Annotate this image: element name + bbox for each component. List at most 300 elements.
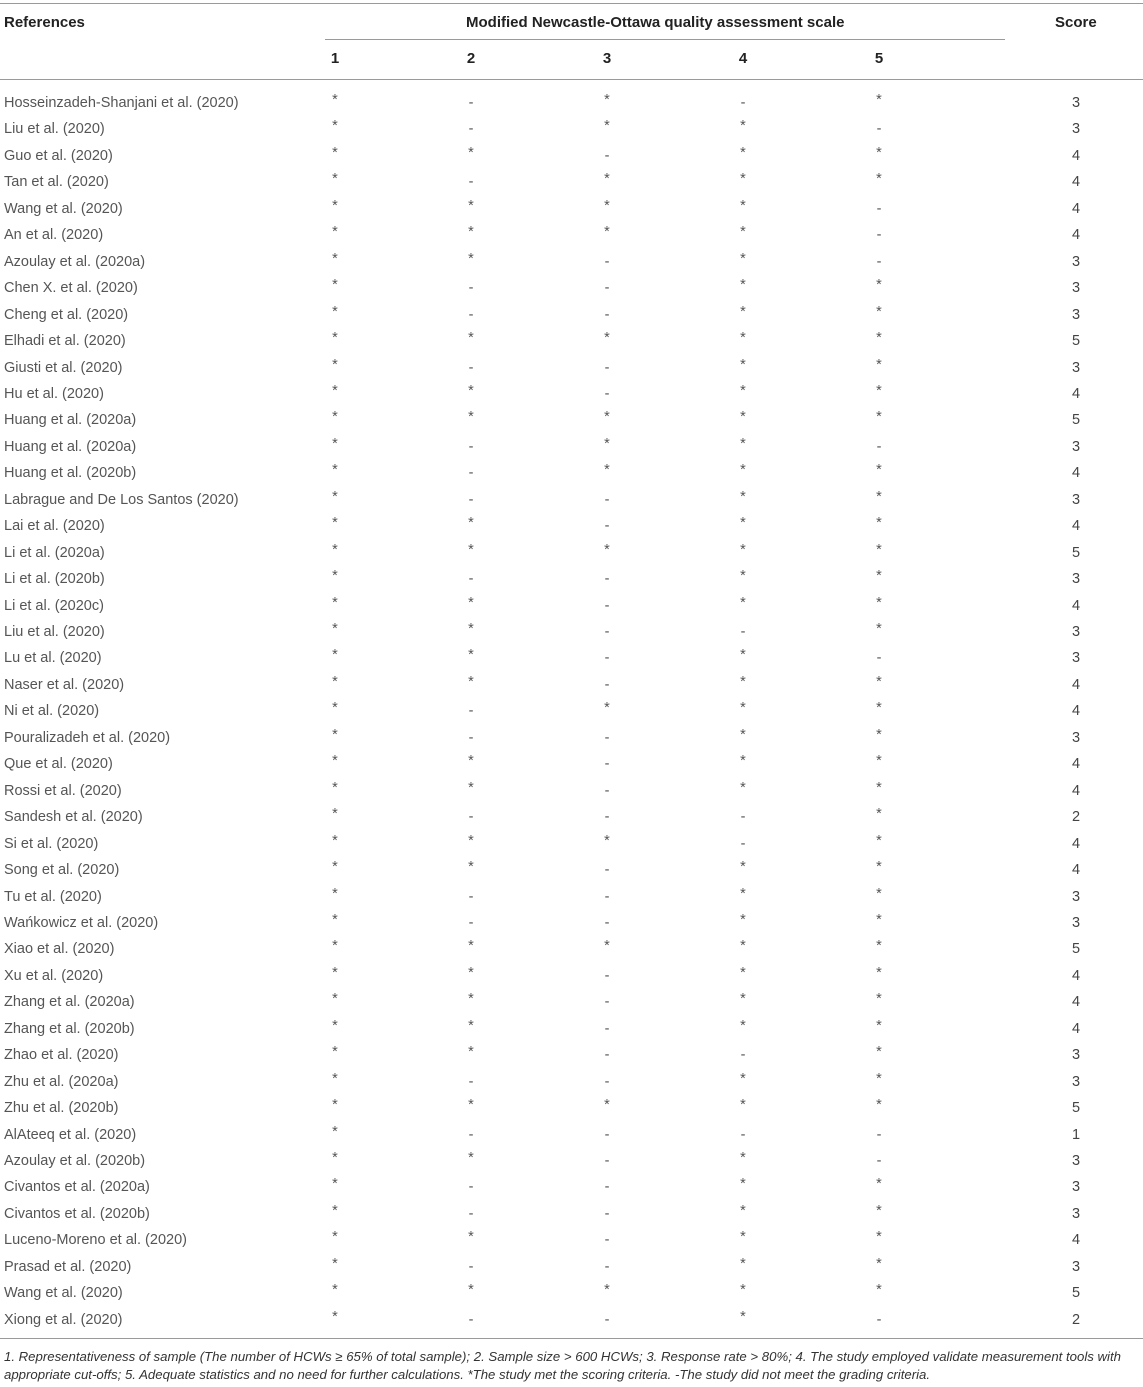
criterion-3-mark: - bbox=[604, 385, 610, 402]
table-row bbox=[0, 1254, 1143, 1280]
criterion-4-mark: - bbox=[740, 835, 746, 852]
criterion-5-mark: - bbox=[876, 1153, 882, 1169]
criterion-3-mark: * bbox=[604, 92, 610, 108]
criterion-3-mark: * bbox=[604, 938, 610, 955]
reference-cell: An et al. (2020) bbox=[4, 227, 104, 244]
reference-cell: Que et al. (2020) bbox=[4, 756, 113, 773]
criterion-4-mark: * bbox=[740, 330, 746, 347]
criterion-4-mark: * bbox=[740, 1017, 746, 1034]
criterion-3-mark: - bbox=[604, 862, 610, 879]
reference-cell: Song et al. (2020) bbox=[4, 862, 120, 879]
criterion-4-mark: * bbox=[740, 488, 746, 505]
reference-cell: Si et al. (2020) bbox=[4, 835, 99, 852]
criterion-4-mark: - bbox=[740, 1126, 746, 1143]
criterion-1-mark: * bbox=[332, 673, 338, 690]
criterion-4-mark: * bbox=[740, 938, 746, 955]
score-cell: 3 bbox=[1071, 253, 1081, 270]
criterion-4-mark: * bbox=[740, 779, 746, 796]
table-row bbox=[0, 381, 1143, 407]
criterion-4-mark: * bbox=[740, 224, 746, 241]
score-cell: 4 bbox=[1071, 756, 1081, 773]
criterion-5-mark: - bbox=[876, 438, 882, 455]
criterion-3-mark: - bbox=[604, 280, 610, 297]
criterion-1-mark: * bbox=[332, 568, 338, 585]
table-row bbox=[0, 963, 1143, 989]
criterion-2-mark: - bbox=[468, 438, 474, 455]
reference-cell: Liu et al. (2020) bbox=[4, 121, 105, 138]
criterion-1-mark: * bbox=[332, 806, 338, 823]
reference-cell: Xiao et al. (2020) bbox=[4, 941, 115, 958]
table-row bbox=[0, 645, 1143, 671]
criterion-3-mark: - bbox=[604, 1179, 610, 1196]
criterion-1-mark: * bbox=[332, 462, 338, 479]
criterion-3-mark: - bbox=[604, 306, 610, 323]
criterion-5-mark: * bbox=[876, 382, 882, 399]
table-row bbox=[0, 1227, 1143, 1253]
criterion-2-mark: * bbox=[468, 197, 474, 214]
reference-cell: Hosseinzadeh-Shanjani et al. (2020) bbox=[4, 95, 239, 111]
criterion-2-mark: * bbox=[468, 964, 474, 981]
bottom-rule bbox=[0, 1338, 1143, 1339]
criterion-5-mark: * bbox=[876, 568, 882, 585]
criterion-3-mark: * bbox=[604, 197, 610, 214]
criterion-5-mark: - bbox=[876, 253, 882, 270]
criterion-3-mark: - bbox=[604, 1126, 610, 1143]
criterion-4-mark: * bbox=[740, 303, 746, 320]
header-criterion-1: 1 bbox=[330, 50, 340, 67]
table-row bbox=[0, 196, 1143, 222]
criterion-4-mark: * bbox=[740, 541, 746, 558]
criterion-4-mark: * bbox=[740, 1150, 746, 1166]
table-row bbox=[0, 169, 1143, 195]
reference-cell: Hu et al. (2020) bbox=[4, 385, 104, 402]
table-row bbox=[0, 1174, 1143, 1200]
criterion-5-mark: * bbox=[876, 806, 882, 823]
criterion-1-mark: * bbox=[332, 1070, 338, 1087]
criterion-5-mark: * bbox=[876, 991, 882, 1008]
score-cell: 3 bbox=[1071, 729, 1081, 746]
score-cell: 5 bbox=[1071, 1285, 1081, 1302]
criterion-5-mark: * bbox=[876, 726, 882, 743]
table-row bbox=[0, 1148, 1143, 1174]
criterion-3-mark: * bbox=[604, 171, 610, 188]
criterion-2-mark: * bbox=[468, 541, 474, 558]
score-cell: 4 bbox=[1071, 862, 1081, 879]
criterion-1-mark: * bbox=[332, 621, 338, 637]
criterion-3-mark: - bbox=[604, 624, 610, 640]
criterion-2-mark: - bbox=[468, 280, 474, 297]
criterion-3-mark: * bbox=[604, 330, 610, 347]
reference-cell: Chen X. et al. (2020) bbox=[4, 280, 138, 297]
criterion-2-mark: - bbox=[468, 306, 474, 323]
criterion-3-mark: - bbox=[604, 359, 610, 376]
table-row bbox=[0, 407, 1143, 433]
criterion-3-mark: - bbox=[604, 1258, 610, 1275]
criterion-1-mark: * bbox=[332, 726, 338, 743]
criterion-2-mark: * bbox=[468, 515, 474, 532]
criterion-3-mark: * bbox=[604, 409, 610, 426]
score-cell: 4 bbox=[1071, 782, 1081, 799]
score-cell: 3 bbox=[1071, 306, 1081, 323]
criterion-2-mark: - bbox=[468, 121, 474, 138]
table-row bbox=[0, 910, 1143, 936]
criterion-2-mark: - bbox=[468, 1205, 474, 1222]
criterion-2-mark: * bbox=[468, 1017, 474, 1034]
criterion-3-mark: - bbox=[604, 967, 610, 984]
criterion-5-mark: - bbox=[876, 227, 882, 244]
criterion-1-mark: * bbox=[332, 382, 338, 399]
criterion-4-mark: * bbox=[740, 1282, 746, 1299]
criterion-3-mark: - bbox=[604, 809, 610, 826]
criterion-5-mark: * bbox=[876, 1097, 882, 1114]
table-row bbox=[0, 619, 1143, 645]
score-cell: 4 bbox=[1071, 994, 1081, 1011]
criterion-1-mark: * bbox=[332, 1044, 338, 1061]
criterion-4-mark: * bbox=[740, 277, 746, 294]
criterion-4-mark: - bbox=[740, 809, 746, 826]
table-row bbox=[0, 593, 1143, 619]
score-cell: 5 bbox=[1071, 412, 1081, 429]
criterion-5-mark: - bbox=[876, 1126, 882, 1143]
criterion-4-mark: * bbox=[740, 1308, 746, 1325]
reference-cell: Pouralizadeh et al. (2020) bbox=[4, 729, 171, 746]
criterion-4-mark: * bbox=[740, 144, 746, 161]
criterion-5-mark: * bbox=[876, 1017, 882, 1034]
reference-cell: Cheng et al. (2020) bbox=[4, 306, 129, 323]
criterion-4-mark: * bbox=[740, 700, 746, 717]
criterion-4-mark: * bbox=[740, 753, 746, 770]
criterion-5-mark: - bbox=[876, 121, 882, 138]
criterion-2-mark: * bbox=[468, 779, 474, 796]
criterion-5-mark: * bbox=[876, 541, 882, 558]
header-criterion-3: 3 bbox=[602, 50, 612, 67]
score-cell: 4 bbox=[1071, 518, 1081, 535]
criterion-2-mark: - bbox=[468, 809, 474, 826]
table-row bbox=[0, 513, 1143, 539]
reference-cell: Huang et al. (2020b) bbox=[4, 465, 137, 482]
criterion-1-mark: * bbox=[332, 1282, 338, 1299]
score-cell: 2 bbox=[1071, 1311, 1081, 1328]
criterion-2-mark: * bbox=[468, 224, 474, 241]
reference-cell: Rossi et al. (2020) bbox=[4, 782, 122, 799]
table-row bbox=[0, 725, 1143, 751]
score-cell: 5 bbox=[1071, 1100, 1081, 1117]
criterion-5-mark: * bbox=[876, 303, 882, 320]
criterion-1-mark: * bbox=[332, 277, 338, 294]
table-row bbox=[0, 751, 1143, 777]
criterion-5-mark: * bbox=[876, 1176, 882, 1193]
criterion-5-mark: * bbox=[876, 964, 882, 981]
criterion-5-mark: * bbox=[876, 594, 882, 611]
score-cell: 3 bbox=[1071, 1205, 1081, 1222]
reference-cell: Azoulay et al. (2020b) bbox=[4, 1153, 146, 1169]
top-rule bbox=[0, 3, 1143, 4]
table-row bbox=[0, 831, 1143, 857]
criterion-3-mark: - bbox=[604, 1311, 610, 1328]
score-cell: 3 bbox=[1071, 438, 1081, 455]
table-row bbox=[0, 460, 1143, 486]
reference-cell: Zhang et al. (2020a) bbox=[4, 994, 135, 1011]
table-row bbox=[0, 1069, 1143, 1095]
criterion-4-mark: * bbox=[740, 1255, 746, 1272]
criterion-1-mark: * bbox=[332, 197, 338, 214]
criterion-2-mark: * bbox=[468, 1282, 474, 1299]
criterion-2-mark: * bbox=[468, 832, 474, 849]
criterion-4-mark: * bbox=[740, 118, 746, 135]
reference-cell: Li et al. (2020c) bbox=[4, 597, 104, 614]
reference-cell: Lu et al. (2020) bbox=[4, 650, 102, 667]
criterion-2-mark: * bbox=[468, 594, 474, 611]
criterion-3-mark: * bbox=[604, 1282, 610, 1299]
table-footnote: 1. Representativeness of sample (The number of HCWs ≥ 65% of total sample); 2. Sample size > 600 HCWs; 3. Response rate > 80%; 4. The study employed validate measurement tools with appropriate cut-offs; 5. Adequate statistics and no need for further calculations. *The study met the scoring criteria. -The study did not meet the grading criteria. bbox=[4, 1349, 1121, 1382]
table-row bbox=[0, 275, 1143, 301]
criterion-1-mark: * bbox=[332, 885, 338, 902]
score-cell: 4 bbox=[1071, 147, 1081, 164]
reference-cell: Wang et al. (2020) bbox=[4, 1285, 123, 1302]
criterion-2-mark: * bbox=[468, 621, 474, 637]
criterion-4-mark: * bbox=[740, 197, 746, 214]
criterion-1-mark: * bbox=[332, 832, 338, 849]
criterion-2-mark: * bbox=[468, 250, 474, 267]
criterion-5-mark: * bbox=[876, 1070, 882, 1087]
table-row bbox=[0, 857, 1143, 883]
score-cell: 4 bbox=[1071, 200, 1081, 217]
score-cell: 3 bbox=[1071, 491, 1081, 508]
criterion-5-mark: * bbox=[876, 1202, 882, 1219]
reference-cell: Zhu et al. (2020b) bbox=[4, 1100, 119, 1117]
reference-cell: Xu et al. (2020) bbox=[4, 967, 104, 984]
criterion-3-mark: - bbox=[604, 1153, 610, 1169]
criterion-1-mark: * bbox=[332, 647, 338, 664]
criterion-5-mark: - bbox=[876, 1311, 882, 1328]
criterion-4-mark: * bbox=[740, 1229, 746, 1246]
criterion-4-mark: * bbox=[740, 171, 746, 188]
table-row bbox=[0, 804, 1143, 830]
criterion-1-mark: * bbox=[332, 303, 338, 320]
criterion-4-mark: * bbox=[740, 515, 746, 532]
criterion-5-mark: * bbox=[876, 171, 882, 188]
criterion-5-mark: * bbox=[876, 938, 882, 955]
table-row bbox=[0, 1122, 1143, 1148]
reference-cell: Civantos et al. (2020b) bbox=[4, 1205, 150, 1222]
reference-cell: Li et al. (2020b) bbox=[4, 571, 105, 588]
criterion-1-mark: * bbox=[332, 1229, 338, 1246]
reference-cell: Luceno-Moreno et al. (2020) bbox=[4, 1232, 187, 1249]
criterion-2-mark: * bbox=[468, 991, 474, 1008]
reference-cell: Naser et al. (2020) bbox=[4, 676, 125, 693]
reference-cell: Zhang et al. (2020b) bbox=[4, 1020, 135, 1037]
criterion-5-mark: * bbox=[876, 277, 882, 294]
criterion-5-mark: * bbox=[876, 621, 882, 637]
criterion-3-mark: - bbox=[604, 650, 610, 667]
header-criterion-4: 4 bbox=[738, 50, 748, 67]
reference-cell: Civantos et al. (2020a) bbox=[4, 1179, 150, 1196]
reference-cell: Huang et al. (2020a) bbox=[4, 412, 137, 429]
criterion-1-mark: * bbox=[332, 1097, 338, 1114]
criterion-2-mark: - bbox=[468, 1179, 474, 1196]
criterion-5-mark: * bbox=[876, 779, 882, 796]
criterion-1-mark: * bbox=[332, 753, 338, 770]
criterion-2-mark: * bbox=[468, 1229, 474, 1246]
score-cell: 3 bbox=[1071, 1047, 1081, 1064]
criterion-3-mark: - bbox=[604, 888, 610, 905]
reference-cell: Giusti et al. (2020) bbox=[4, 359, 123, 376]
criterion-2-mark: - bbox=[468, 174, 474, 191]
criterion-3-mark: - bbox=[604, 994, 610, 1011]
criterion-5-mark: * bbox=[876, 753, 882, 770]
reference-cell: Prasad et al. (2020) bbox=[4, 1258, 132, 1275]
criterion-2-mark: - bbox=[468, 1126, 474, 1143]
criterion-2-mark: - bbox=[468, 571, 474, 588]
table-row bbox=[0, 778, 1143, 804]
reference-cell: Xiong et al. (2020) bbox=[4, 1311, 123, 1328]
criterion-1-mark: * bbox=[332, 1308, 338, 1325]
criterion-1-mark: * bbox=[332, 118, 338, 135]
criterion-1-mark: * bbox=[332, 1150, 338, 1166]
criterion-1-mark: * bbox=[332, 779, 338, 796]
score-cell: 3 bbox=[1071, 1179, 1081, 1196]
criterion-2-mark: * bbox=[468, 330, 474, 347]
criterion-4-mark: * bbox=[740, 726, 746, 743]
criterion-2-mark: * bbox=[468, 382, 474, 399]
criterion-5-mark: * bbox=[876, 488, 882, 505]
criterion-3-mark: - bbox=[604, 597, 610, 614]
header-rule bbox=[0, 79, 1143, 80]
score-cell: 3 bbox=[1071, 121, 1081, 138]
table-row bbox=[0, 1016, 1143, 1042]
criterion-1-mark: * bbox=[332, 171, 338, 188]
score-cell: 4 bbox=[1071, 597, 1081, 614]
criterion-3-mark: * bbox=[604, 541, 610, 558]
score-cell: 3 bbox=[1071, 888, 1081, 905]
criterion-5-mark: * bbox=[876, 144, 882, 161]
reference-cell: Liu et al. (2020) bbox=[4, 624, 105, 640]
criterion-2-mark: * bbox=[468, 1044, 474, 1061]
table-row bbox=[0, 143, 1143, 169]
reference-cell: Tan et al. (2020) bbox=[4, 174, 109, 191]
table-row bbox=[0, 566, 1143, 592]
criterion-1-mark: * bbox=[332, 1017, 338, 1034]
criterion-3-mark: - bbox=[604, 253, 610, 270]
criterion-1-mark: * bbox=[332, 1176, 338, 1193]
criterion-4-mark: * bbox=[740, 1070, 746, 1087]
criterion-2-mark: * bbox=[468, 1097, 474, 1114]
table-row bbox=[0, 672, 1143, 698]
criterion-3-mark: * bbox=[604, 224, 610, 241]
criterion-4-mark: * bbox=[740, 911, 746, 928]
reference-cell: Wańkowicz et al. (2020) bbox=[4, 914, 159, 931]
criterion-5-mark: * bbox=[876, 330, 882, 347]
criterion-4-mark: * bbox=[740, 991, 746, 1008]
criterion-5-mark: * bbox=[876, 885, 882, 902]
criterion-4-mark: * bbox=[740, 250, 746, 267]
reference-cell: Lai et al. (2020) bbox=[4, 518, 105, 535]
criterion-1-mark: * bbox=[332, 1255, 338, 1272]
score-cell: 1 bbox=[1071, 1126, 1081, 1143]
table-row bbox=[0, 1095, 1143, 1121]
criterion-3-mark: - bbox=[604, 1232, 610, 1249]
table-row bbox=[0, 936, 1143, 962]
criterion-1-mark: * bbox=[332, 1202, 338, 1219]
criterion-2-mark: - bbox=[468, 95, 474, 111]
criterion-3-mark: - bbox=[604, 571, 610, 588]
criterion-3-mark: * bbox=[604, 1097, 610, 1114]
reference-cell: Elhadi et al. (2020) bbox=[4, 333, 126, 350]
table-row bbox=[0, 698, 1143, 724]
criterion-3-mark: * bbox=[604, 700, 610, 717]
criterion-1-mark: * bbox=[332, 356, 338, 373]
criterion-1-mark: * bbox=[332, 409, 338, 426]
criterion-1-mark: * bbox=[332, 435, 338, 452]
score-cell: 4 bbox=[1071, 1020, 1081, 1037]
score-cell: 4 bbox=[1071, 967, 1081, 984]
table-row bbox=[0, 222, 1143, 248]
criterion-1-mark: * bbox=[332, 488, 338, 505]
reference-cell: Ni et al. (2020) bbox=[4, 703, 100, 720]
criterion-4-mark: - bbox=[740, 95, 746, 111]
criterion-2-mark: * bbox=[468, 647, 474, 664]
reference-cell: Guo et al. (2020) bbox=[4, 147, 113, 164]
table-row bbox=[0, 487, 1143, 513]
score-cell: 4 bbox=[1071, 465, 1081, 482]
criterion-5-mark: * bbox=[876, 409, 882, 426]
header-criterion-5: 5 bbox=[874, 50, 884, 67]
criterion-5-mark: - bbox=[876, 200, 882, 217]
criterion-1-mark: * bbox=[332, 1123, 338, 1140]
criterion-4-mark: * bbox=[740, 1202, 746, 1219]
criterion-4-mark: * bbox=[740, 409, 746, 426]
criterion-5-mark: * bbox=[876, 462, 882, 479]
criterion-3-mark: - bbox=[604, 1205, 610, 1222]
criterion-1-mark: * bbox=[332, 515, 338, 532]
score-cell: 3 bbox=[1071, 359, 1081, 376]
criterion-2-mark: - bbox=[468, 465, 474, 482]
criterion-1-mark: * bbox=[332, 859, 338, 876]
criterion-1-mark: * bbox=[332, 594, 338, 611]
criterion-5-mark: - bbox=[876, 650, 882, 667]
criterion-3-mark: - bbox=[604, 914, 610, 931]
score-cell: 4 bbox=[1071, 703, 1081, 720]
table-row bbox=[0, 1042, 1143, 1068]
score-cell: 3 bbox=[1071, 1153, 1081, 1169]
criterion-2-mark: * bbox=[468, 938, 474, 955]
score-cell: 3 bbox=[1071, 1258, 1081, 1275]
score-cell: 4 bbox=[1071, 385, 1081, 402]
criterion-4-mark: * bbox=[740, 462, 746, 479]
criterion-5-mark: * bbox=[876, 1282, 882, 1299]
criterion-1-mark: * bbox=[332, 541, 338, 558]
reference-cell: Azoulay et al. (2020a) bbox=[4, 253, 146, 270]
criterion-4-mark: * bbox=[740, 859, 746, 876]
criterion-3-mark: - bbox=[604, 518, 610, 535]
reference-cell: Li et al. (2020a) bbox=[4, 544, 105, 561]
criterion-1-mark: * bbox=[332, 991, 338, 1008]
criterion-5-mark: * bbox=[876, 1044, 882, 1061]
criterion-4-mark: * bbox=[740, 673, 746, 690]
criterion-5-mark: * bbox=[876, 1229, 882, 1246]
criterion-1-mark: * bbox=[332, 250, 338, 267]
criterion-5-mark: * bbox=[876, 1255, 882, 1272]
criterion-3-mark: - bbox=[604, 782, 610, 799]
score-cell: 3 bbox=[1071, 624, 1081, 640]
criterion-1-mark: * bbox=[332, 938, 338, 955]
header-score: Score bbox=[1055, 14, 1097, 31]
table-row bbox=[0, 302, 1143, 328]
table-row bbox=[0, 249, 1143, 275]
criterion-3-mark: * bbox=[604, 118, 610, 135]
criterion-2-mark: - bbox=[468, 359, 474, 376]
score-cell: 4 bbox=[1071, 676, 1081, 693]
